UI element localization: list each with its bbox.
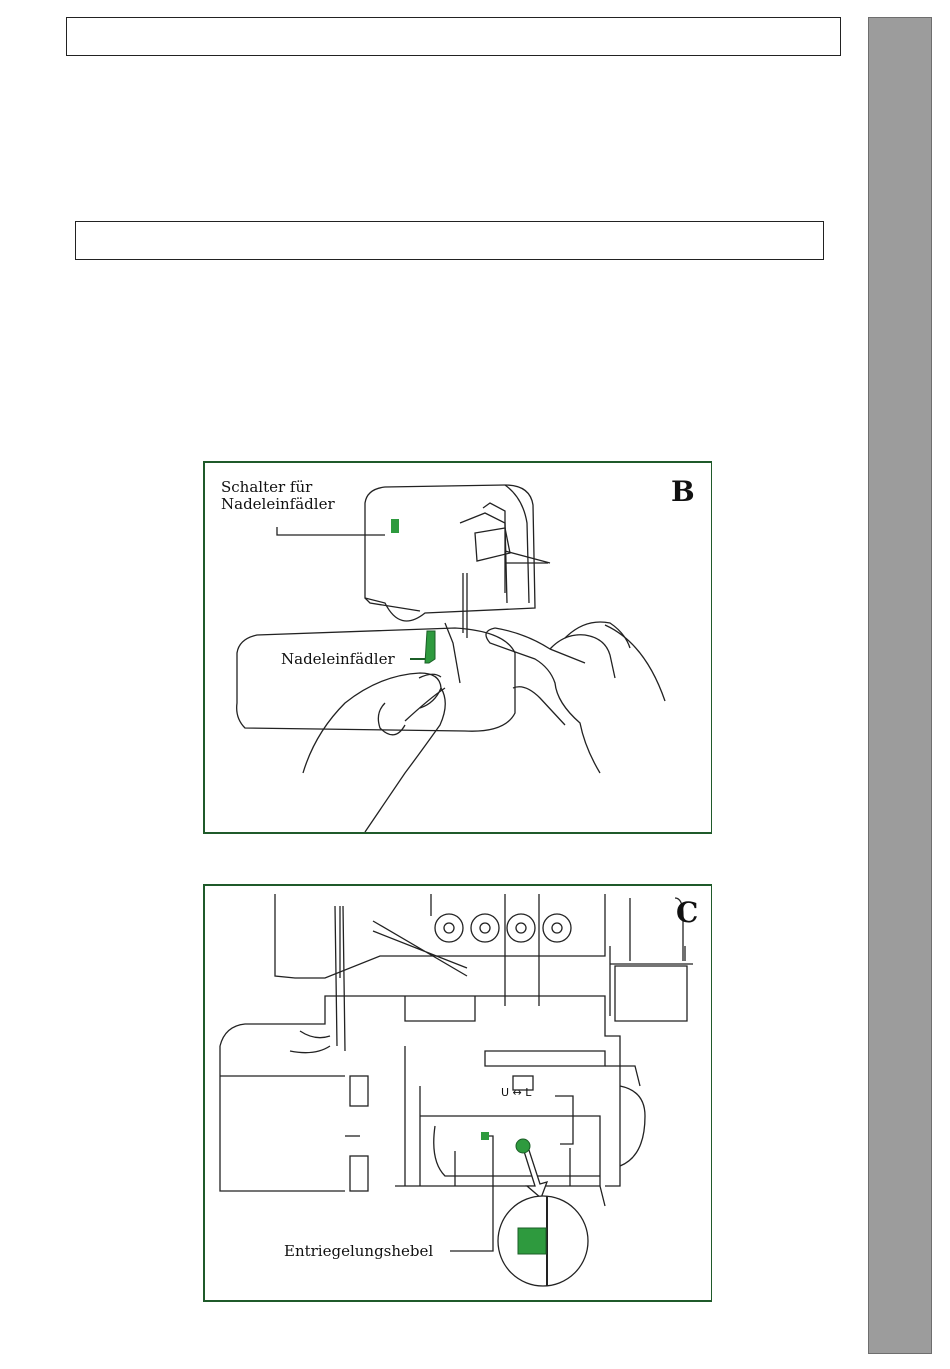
figure-b-letter: B: [671, 475, 695, 508]
chapter-side-tab: [868, 17, 932, 1354]
switch-label-line2: Nadeleinfädler: [221, 495, 335, 513]
heading-box-middle: [75, 221, 824, 260]
figure-b-illustration: [205, 463, 712, 832]
threader-label: Nadeleinfädler: [281, 650, 395, 668]
switch-label-line1: Schalter für: [221, 478, 313, 496]
figure-c-illustration: [205, 886, 712, 1300]
release-lever-label: Entriegelungshebel: [284, 1242, 434, 1260]
figure-c-release-lever: [203, 884, 712, 1302]
dial-mark-label: U ↔ L: [501, 1086, 532, 1099]
figure-b-needle-threader: [203, 461, 712, 834]
figure-c-letter: C: [676, 896, 699, 929]
heading-box-top: [66, 17, 841, 56]
